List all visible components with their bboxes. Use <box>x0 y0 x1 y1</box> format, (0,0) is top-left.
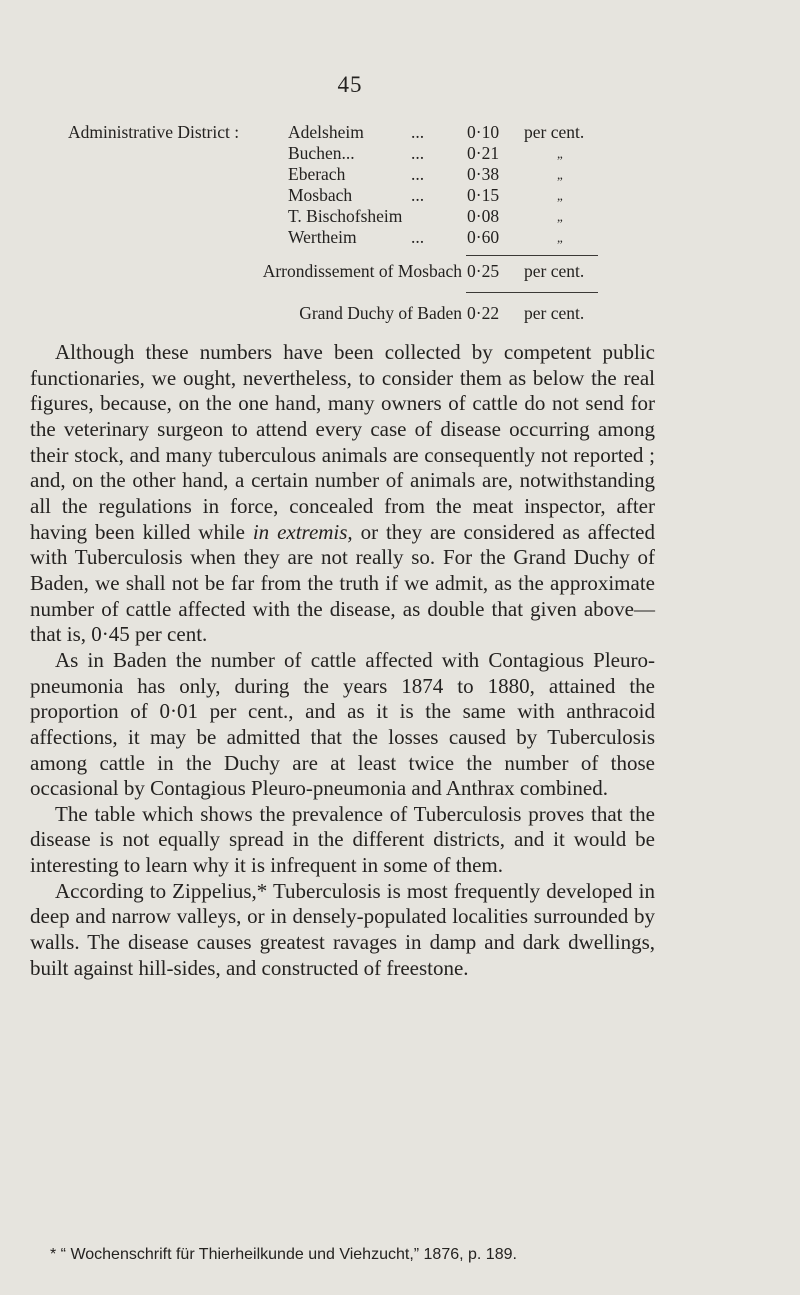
ditto-mark: „ <box>557 188 563 203</box>
arrondissement-row <box>0 261 800 282</box>
table-row <box>0 122 800 143</box>
ditto-mark: „ <box>557 146 563 161</box>
body-text <box>30 340 655 981</box>
paragraph-text: or they are considered as affected with Tuberculosis when they are not really so. For the Grand Duchy of Baden, we shall not be far from the truth if we admit, as the approximate number of cattle affected with the disease, as double that given above—that is, 0·45 per cent. <box>30 519 655 647</box>
italic-phrase: in extremis, <box>252 519 353 544</box>
ditto-mark: „ <box>557 209 563 224</box>
leader-dots: ... <box>411 122 425 142</box>
arrondissement-label: Arrondissement of Mosbach <box>262 261 462 281</box>
paragraph: As in Baden the number of cattle affected with Contagious Pleuro-pneumonia has only, during the years 1874 to 1880, attained the proportion of 0·01 per cent., and as it is the same with anthracoid affections, it may be admitted that the losses caused by Tuberculosis among cattle in the Duchy are at least twice the number of those occasional by Contagious Pleuro-pneumonia and Anthrax combined. <box>30 647 655 801</box>
table-divider <box>466 255 598 256</box>
page-number: 45 <box>337 72 363 97</box>
table-label: Administrative District : <box>68 122 240 142</box>
district-value: 0·15 <box>467 185 500 205</box>
table-row <box>0 227 800 248</box>
district-value: 0·08 <box>467 206 500 226</box>
district-value: 0·21 <box>467 143 500 163</box>
table-row <box>0 206 800 227</box>
table-row <box>0 185 800 206</box>
ditto-mark: „ <box>557 167 563 182</box>
leader-dots: ... <box>411 227 425 247</box>
leader-dots: ... <box>411 143 425 163</box>
grand-duchy-label: Grand Duchy of Baden <box>299 303 462 323</box>
leader-dots: ... <box>411 185 425 205</box>
district-name: Buchen... <box>288 143 355 163</box>
district-name: Adelsheim <box>288 122 364 142</box>
ditto-mark: „ <box>557 230 563 245</box>
grand-duchy-row <box>0 303 800 324</box>
arrondissement-value: 0·25 <box>467 261 500 281</box>
arrondissement-unit: per cent. <box>524 261 585 281</box>
value-unit: per cent. <box>524 122 585 142</box>
district-name: Wertheim <box>288 227 357 247</box>
paragraph: The table which shows the prevalence of Tuberculosis proves that the disease is not equally spread in the different districts, and it would be interesting to learn why it is infrequent in some of them. <box>30 801 655 878</box>
table-row <box>0 143 800 164</box>
paragraph <box>30 340 655 648</box>
district-name: T. Bischofsheim <box>288 206 403 226</box>
paragraph: According to Zippelius,* Tuberculosis is most frequently developed in deep and narrow valleys, or in densely-populated localities surrounded by walls. The disease causes greatest ravages in damp and dark dwellings, built against hill-sides, and constructed of freestone. <box>30 878 655 980</box>
table-row <box>0 164 800 185</box>
footnote: * “ Wochenschrift für Thierheilkunde und Viehzucht,” 1876, p. 189. <box>50 1246 517 1263</box>
district-name: Eberach <box>288 164 346 184</box>
district-value: 0·10 <box>467 122 500 142</box>
leader-dots: ... <box>411 164 425 184</box>
district-value: 0·38 <box>467 164 500 184</box>
table-divider <box>466 292 598 293</box>
district-value: 0·60 <box>467 227 500 247</box>
grand-duchy-value: 0·22 <box>467 303 500 323</box>
district-name: Mosbach <box>288 185 353 205</box>
grand-duchy-unit: per cent. <box>524 303 585 323</box>
paragraph-text: Although these numbers have been collected by competent public functionaries, we ought, nevertheless, to consider them as below the real figures, because, on the one hand, many owners of cattle do not send for the veterinary surgeon to attend every case of disease occurring among their stock, and many tuberculous animals are consequently not reported ; and, on the other hand, a certain number of animals are, notwithstanding all the regulations in force, concealed from the meat inspector, after having been killed while <box>30 340 655 544</box>
